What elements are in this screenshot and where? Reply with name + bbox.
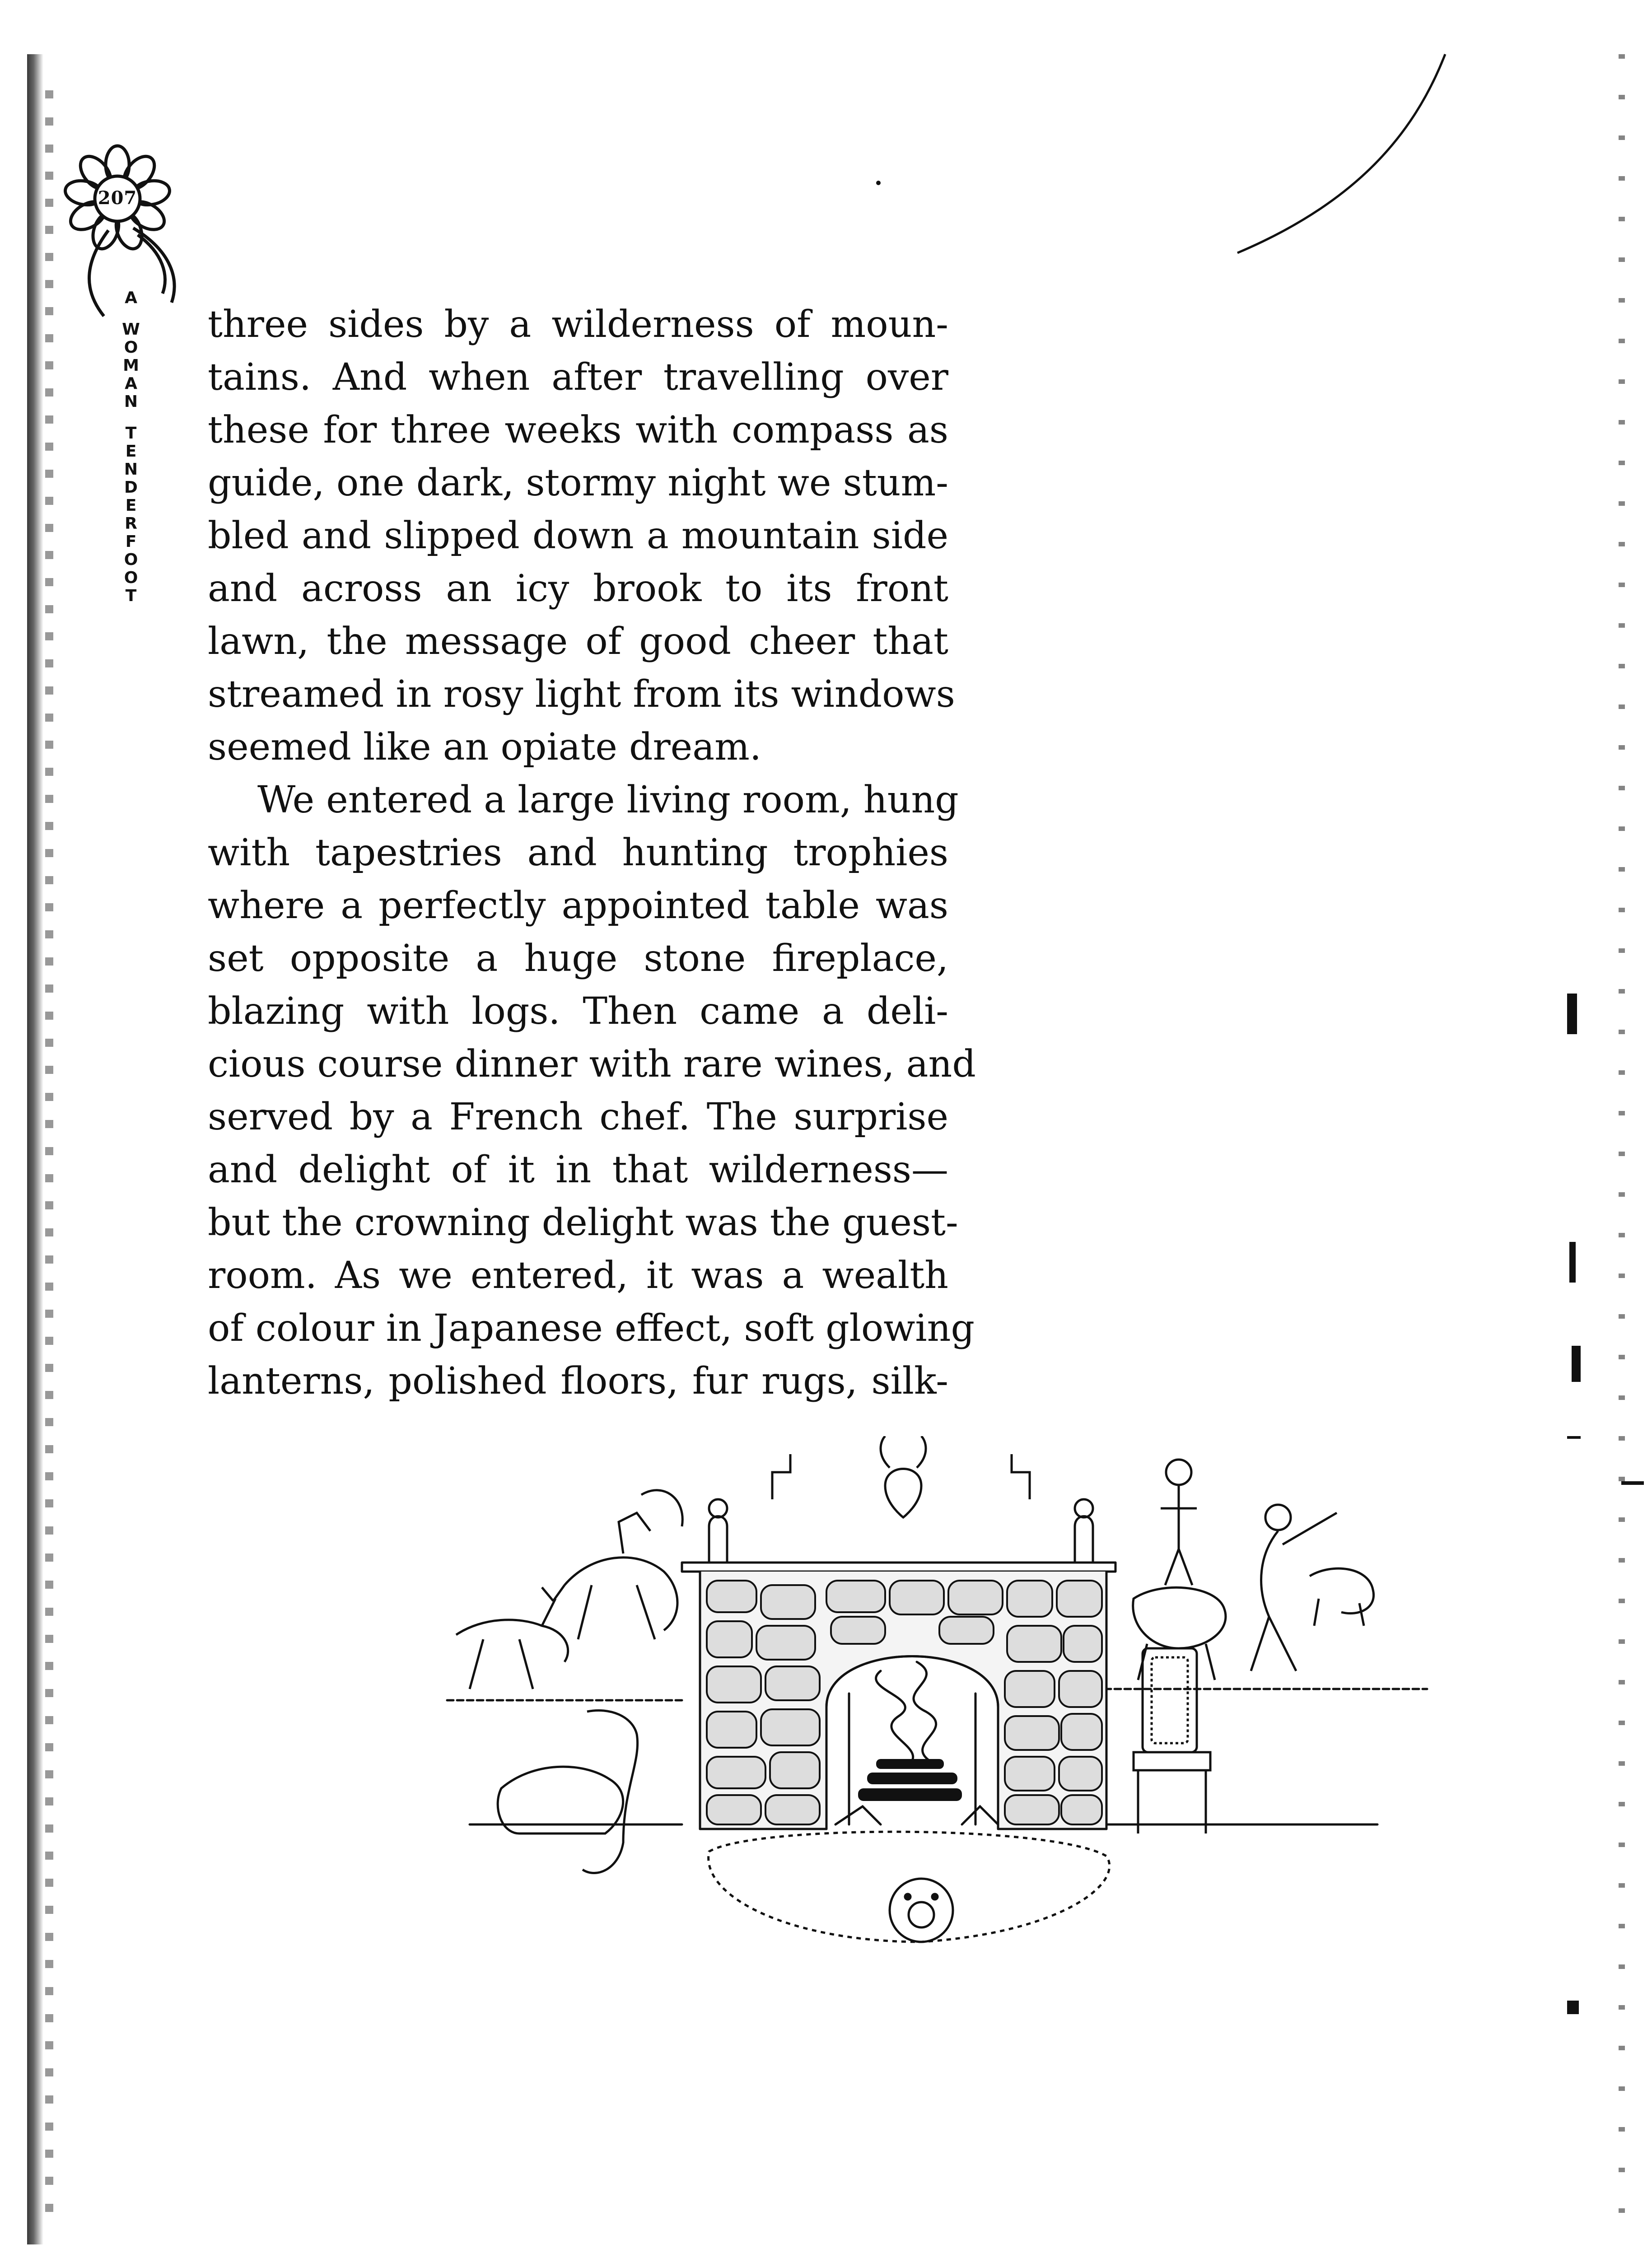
paragraph: [208, 774, 976, 1408]
text-line: lanterns, polished floors, fur rugs, silk-: [208, 1360, 948, 1403]
running-title-word: TENDERFOOT: [124, 424, 138, 605]
scan-speck: [1569, 1242, 1576, 1283]
text-line: and across an icy brook to its front: [208, 567, 948, 610]
scan-edge-left: [27, 54, 43, 2244]
fireplace-hunting-scene-illustration: [429, 1436, 1436, 2001]
text-line: lawn, the message of good cheer that: [208, 620, 948, 663]
text-line: cious course dinner with rare wines, and: [208, 1043, 976, 1086]
scan-speck: [876, 181, 881, 185]
pen-stroke-mark: [1219, 45, 1472, 262]
scan-speck: [1572, 1346, 1581, 1382]
text-line: with tapestries and hunting trophies: [208, 831, 948, 874]
text-line: these for three weeks with compass as: [208, 409, 948, 452]
text-line: seemed like an opiate dream.: [208, 726, 761, 769]
body-text: [208, 298, 976, 1408]
text-line: served by a French chef. The surprise: [208, 1096, 948, 1138]
text-line: and delight of it in that wilderness—: [208, 1148, 948, 1191]
text-line: but the crowning delight was the guest-: [208, 1201, 958, 1244]
text-line: tains. And when after travelling over: [208, 356, 948, 399]
text-line: set opposite a huge stone fireplace,: [208, 937, 948, 980]
text-line: three sides by a wilderness of moun-: [208, 303, 948, 346]
scan-edge-right: [1619, 54, 1625, 2222]
page-number: 207: [98, 187, 137, 209]
text-line: blazing with logs. Then came a deli-: [208, 990, 948, 1033]
text-line: room. As we entered, it was a wealth: [208, 1254, 948, 1297]
running-title-word: A: [125, 289, 137, 307]
scan-speck: [1567, 1436, 1581, 1439]
text-line: bled and slipped down a mountain side: [208, 514, 948, 557]
text-line: We entered a large living room, hung: [257, 779, 959, 821]
scan-speck: [1621, 1481, 1644, 1485]
running-title-word: WOMAN: [122, 320, 140, 411]
text-line: guide, one dark, stormy night we stum-: [208, 462, 948, 504]
scan-speck: [1567, 994, 1577, 1034]
running-title: [113, 289, 149, 605]
text-line: where a perfectly appointed table was: [208, 884, 948, 927]
scan-speck: [1567, 2001, 1579, 2014]
text-line: streamed in rosy light from its windows: [208, 673, 955, 716]
paragraph: [208, 298, 955, 774]
text-line: of colour in Japanese effect, soft glowing: [208, 1307, 975, 1350]
scan-edge-left-texture: [45, 90, 53, 2213]
